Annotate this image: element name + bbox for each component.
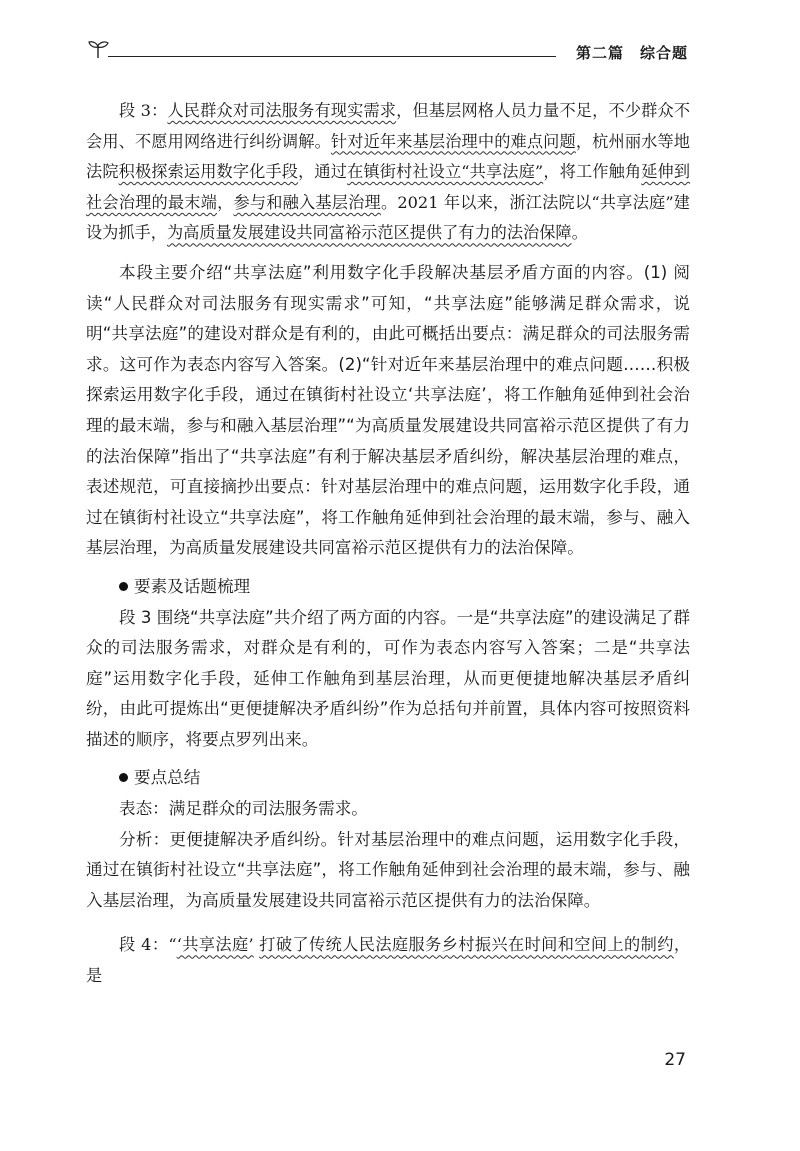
bullet-heading-elements: [86, 572, 690, 603]
running-header: [86, 36, 688, 62]
summary-stance: 表态：满足群众的司法服务需求。: [119, 799, 368, 819]
text-run: ，通过: [298, 162, 348, 182]
underlined-phrase: 积极探索运用数字化手段: [118, 162, 299, 182]
underlined-phrase: 针对近年来基层治理中的难点问题: [330, 131, 576, 151]
text-run: ，杭州丽水等地法院: [86, 131, 690, 182]
para-lead: 段 3：: [119, 101, 168, 120]
source-paragraph-3: [86, 96, 690, 249]
para-lead: 段 4：“: [119, 935, 177, 955]
elements-paragraph: 段 3 围绕“共享法庭”共介绍了两方面的内容。一是“共享法庭”的建设满足了群众的司法服务需求，对群众是有利的，可作为表态内容写入答案；二是“共享法庭”运用数字化手段，延伸工作触角到基层治理，从而更便捷地解决基层矛盾纠纷，由此可提炼出“更便捷解决矛盾纠纷”作为总括句并前置，具体内容可按照资料描述的顺序，将要点罗列出来。: [86, 607, 690, 749]
bullet-heading-summary: [86, 763, 690, 794]
bullet-label: 要点总结: [134, 768, 201, 788]
summary-analysis: 分析：更便捷解决矛盾纠纷。针对基层治理中的难点问题，运用数字化手段，通过在镇街村社设立“共享法庭”，将工作触角延伸到社会治理的最末端，参与、融入基层治理，为高质量发展建设共同富裕示范区提供有力的法治保障。: [86, 829, 690, 910]
bullet-dot-icon: [119, 773, 128, 782]
text-run: ，: [217, 192, 234, 212]
page-content: [86, 96, 690, 992]
bullet-dot-icon: [119, 582, 128, 591]
sprout-icon: [86, 36, 110, 60]
page-number: 27: [664, 1050, 686, 1070]
underlined-phrase: 人民群众对司法服务有现实需求: [167, 101, 397, 120]
bullet-label: 要素及话题梳理: [134, 576, 251, 596]
underlined-phrase: 延伸到社会治理的最末端: [86, 162, 691, 212]
text-run: 。: [571, 223, 588, 243]
text-run: 。2021 年以来，浙江法院以“共享法庭”建设为抓手，: [86, 192, 690, 243]
underlined-phrase: 在镇街村社设立“共享法庭”: [347, 162, 544, 182]
source-paragraph-4: [86, 930, 690, 991]
text-run: ，是: [86, 935, 690, 986]
header-title: [576, 42, 688, 63]
header-rule: [108, 56, 556, 57]
underlined-phrase: 为高质量发展建设共同富裕示范区提供了有力的法治保障: [166, 223, 572, 243]
underlined-phrase: 参与和融入基层治理: [233, 192, 381, 212]
text-run: ，但基层网格人员力量不足，不少群众不会用、不愿用网络进行纠纷调解。: [86, 101, 691, 151]
header-chapter: 综合题: [639, 44, 688, 62]
text-run: ，将工作触角: [543, 162, 642, 182]
analysis-paragraph: 本段主要介绍“共享法庭”利用数字化手段解决基层矛盾方面的内容。(1) 阅读“人民群众对司法服务有现实需求”可知，“共享法庭”能够满足群众需求，说明“共享法庭”的建设对群众是有利的，由此可概括出要点：满足群众的司法服务需求。这可作为表态内容写入答案。(2)“针对近年来基层治理中的难点问题……积极探索运用数字化手段，通过在镇街村社设立‘共享法庭’，将工作触角延伸到社会治理的最末端，参与和融入基层治理”“为高质量发展建设共同富裕示范区提供了有力的法治保障”指出了“共享法庭”有利于解决基层矛盾纠纷，解决基层治理的难点，表述规范，可直接摘抄出要点：针对基层治理中的难点问题，运用数字化手段，通过在镇街村社设立“共享法庭”，将工作触角延伸到社会治理的最末端，参与、融入基层治理，为高质量发展建设共同富裕示范区提供有力的法治保障。: [86, 262, 690, 558]
underlined-phrase: 打破了传统人民法庭服务乡村振兴在时间和空间上的制约: [259, 935, 674, 955]
underlined-phrase: ‘共享法庭’: [176, 935, 254, 955]
header-section: 第二篇: [575, 44, 624, 62]
